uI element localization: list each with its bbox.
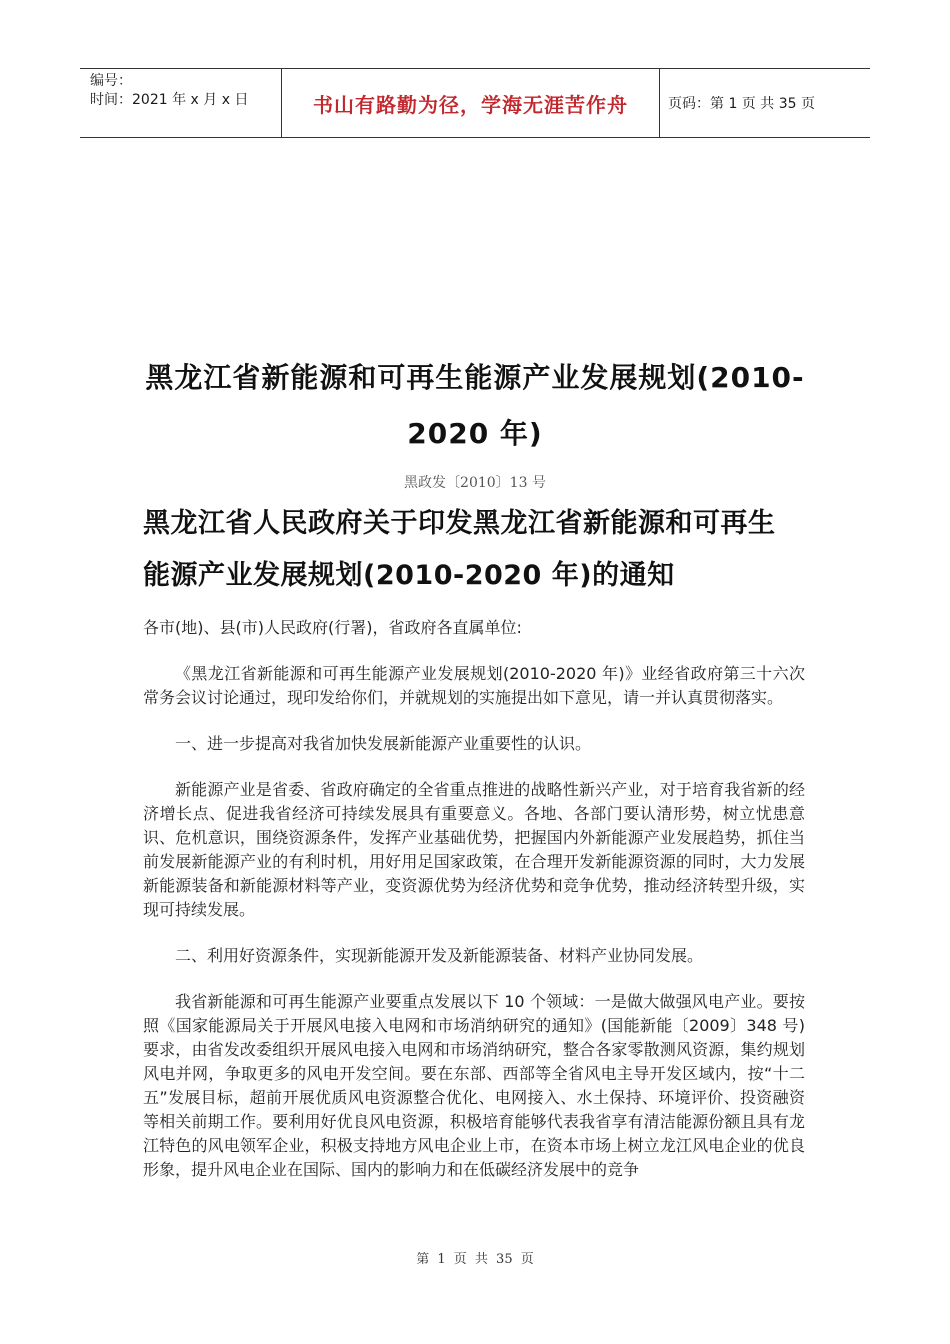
date-label: 时间：2021 年 x 月 x 日 [90, 92, 249, 108]
notice-title [143, 498, 823, 602]
salutation: 各市(地)、县(市)人民政府(行署)，省政府各直属单位: [143, 618, 522, 637]
header-meta-cell [80, 69, 282, 137]
header-motto-cell [282, 69, 660, 137]
paragraph: 我省新能源和可再生能源产业要重点发展以下 10 个领域：一是做大做强风电产业。要按照《国家能源局关于开展风电接入电网和市场消纳研究的通知》(国能新能〔2009〕348 号)要求，由省发改委组织开展风电接入电网和市场消纳研究，整合各家零散测风资源，集约规划风电并网，争取更多的风电开发空间。要在东部、西部等全省风电主导开发区域内，按“十二五”发展目标，超前开展优质风电资源整合优化、电网接入、水土保持、环境评价、投资融资等相关前期工作。要利用好优良风电资源，积极培育能够代表我省享有清洁能源份额且具有龙江特色的风电领军企业，积极支持地方风电企业上市，在资本市场上树立龙江风电企业的优良形象，提升风电企业在国际、国内的影响力和在低碳经济发展中的竞争 [143, 992, 805, 1179]
header-page-cell [660, 69, 870, 137]
document-code: 黑政发〔2010〕13 号 [404, 475, 546, 491]
page-footer: 第 1 页 共 35 页 [416, 1252, 534, 1267]
document-title [110, 350, 840, 462]
notice-title-line-1: 黑龙江省人民政府关于印发黑龙江省新能源和可再生 [143, 508, 776, 539]
section-heading: 二、利用好资源条件，实现新能源开发及新能源装备、材料产业协同发展。 [175, 946, 704, 965]
header-table [80, 68, 870, 138]
doc-number-label: 编号： [90, 73, 132, 89]
page-info: 页码：第 1 页 共 35 页 [668, 96, 815, 112]
section-heading: 一、进一步提高对我省加快发展新能源产业重要性的认识。 [175, 734, 592, 753]
title-line-1: 黑龙江省新能源和可再生能源产业发展规划(2010- [145, 361, 805, 394]
motto-text: 书山有路勤为径，学海无涯苦作舟 [313, 92, 628, 117]
paragraph: 新能源产业是省委、省政府确定的全省重点推进的战略性新兴产业，对于培育我省新的经济增长点、促进我省经济可持续发展具有重要意义。各地、各部门要认清形势，树立忧患意识、危机意识，围绕资源条件，发挥产业基础优势，把握国内外新能源产业发展趋势，抓住当前发展新能源产业的有利时机，用好用足国家政策，在合理开发新能源资源的同时，大力发展新能源装备和新能源材料等产业，变资源优势为经济优势和竞争优势，推动经济转型升级，实现可持续发展。 [143, 780, 805, 919]
title-line-2: 2020 年) [407, 417, 543, 450]
notice-title-line-2: 能源产业发展规划(2010-2020 年)的通知 [143, 560, 675, 591]
body-text [143, 616, 805, 1204]
paragraph: 《黑龙江省新能源和可再生能源产业发展规划(2010-2020 年)》业经省政府第三十六次常务会议讨论通过，现印发给你们，并就规划的实施提出如下意见，请一并认真贯彻落实。 [143, 664, 805, 707]
